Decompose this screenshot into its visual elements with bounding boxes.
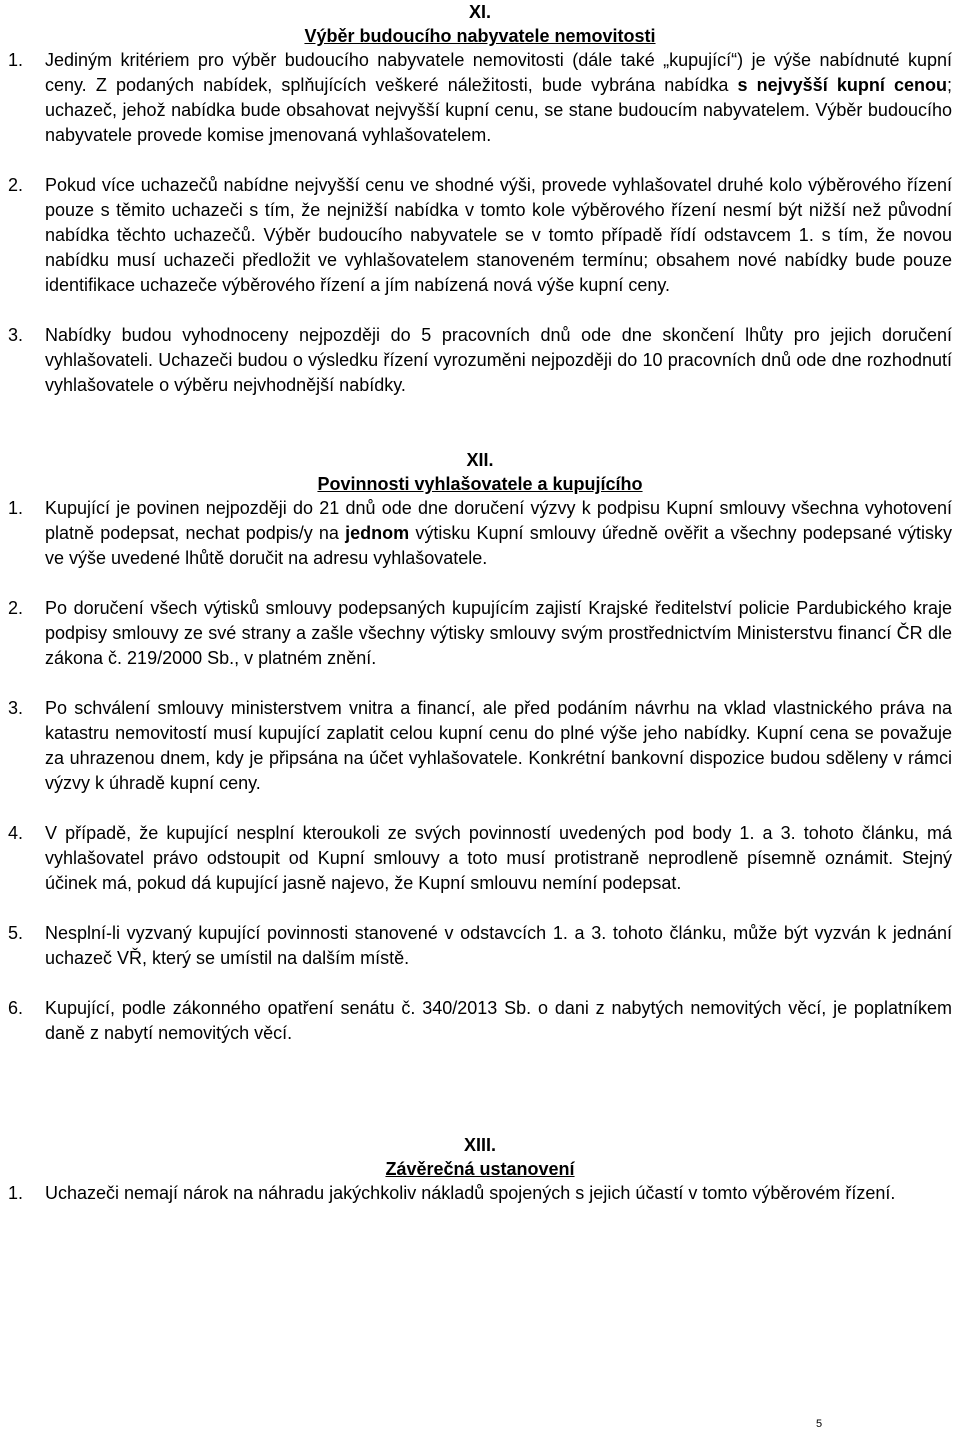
text-segment: výtisku Kupní smlouvy úředně ověřit a všechny podepsané výtisky ve výše uvedené lhůtě doručit na adresu vyhlašovatele. — [45, 523, 953, 568]
paragraph-text: Pokud více uchazečů nabídne nejvyšší cenu ve shodné výši, provede vyhlašovatel druhé kolo výběrového řízení pouze s těmito uchazeči s tím, že nejnižší nabídka v tomto kole výběrového řízení nesmí být nižší než původní nabídka těchto uchazečů. Výběr budoucího nabyvatele se v tomto případě řídí odstavcem 1. s tím, že novou nabídku musí uchazeči předložit ve vyhlašovatelem stanoveném termínu; obsahem nové nabídky bude pouze identifikace uchazeče výběrového řízení a jím nabízená nová výše kupní ceny. — [45, 175, 952, 295]
paragraph — [0, 1181, 960, 1206]
article-number: XIII. — [463, 1135, 496, 1155]
paragraph-number: 4. — [8, 823, 24, 843]
paragraph-number: 1. — [8, 50, 24, 70]
paragraph — [0, 496, 960, 571]
text-segment: Jediným kritériem pro výběr budoucího nabyvatele nemovitosti (dále také „kupující“) je výše nabídnuté kupní ceny. Z podaných nabídek, splňujících veškeré náležitosti, bude vybrána nabídka — [45, 50, 952, 95]
paragraph — [0, 323, 960, 398]
paragraph-text: Kupující, podle zákonného opatření senátu č. 340/2013 Sb. o dani z nabytých nemovitých věcí, je poplatníkem daně z nabytí nemovitých věcí. — [45, 998, 952, 1043]
paragraph — [0, 596, 960, 671]
article-number: XI. — [468, 2, 491, 22]
paragraph — [0, 996, 960, 1046]
paragraph-number: 6. — [8, 998, 24, 1018]
page-number: 5 — [816, 1418, 823, 1430]
paragraph-number: 1. — [8, 1183, 24, 1203]
paragraph — [0, 921, 960, 971]
bold-text: s nejvyšší kupní cenou — [737, 75, 947, 95]
paragraph-number: 3. — [8, 698, 24, 718]
paragraph-text: Po doručení všech výtisků smlouvy podepsaných kupujícím zajistí Krajské ředitelství policie Pardubického kraje podpisy smlouvy ze své strany a zašle všechny výtisky smlouvy svým prostřednictvím Ministerstvu financí ČR dle zákona č. 219/2000 Sb., v platném znění. — [45, 598, 952, 668]
article-title: Závěrečná ustanovení — [385, 1159, 575, 1179]
paragraph-number: 3. — [8, 325, 24, 345]
paragraph-text — [45, 48, 952, 148]
text-segment: ; uchazeč, jehož nabídka bude obsahovat nejvyšší kupní cenu, se stane budoucím nabyvatelem. Výběr budoucího nabyvatele provede komise jmenovaná vyhlašovatelem. — [45, 75, 952, 145]
paragraph-text: Nesplní-li vyzvaný kupující povinnosti stanovené v odstavcích 1. a 3. tohoto článku, může být vyzván k jednání uchazeč VŘ, který se umístil na dalším místě. — [45, 923, 952, 968]
paragraph-number: 5. — [8, 923, 24, 943]
bold-text: jednom — [345, 523, 410, 543]
paragraph-text — [45, 496, 952, 571]
article-number: XII. — [466, 450, 494, 470]
paragraph-text: Uchazeči nemají nárok na náhradu jakýchkoliv nákladů spojených s jejich účastí v tomto výběrovém řízení. — [45, 1183, 896, 1203]
paragraph — [0, 173, 960, 298]
article-title: Výběr budoucího nabyvatele nemovitosti — [304, 26, 656, 46]
paragraph-text: Nabídky budou vyhodnoceny nejpozději do 5 pracovních dnů ode dne skončení lhůty pro jejich doručení vyhlašovateli. Uchazeči budou o výsledku řízení vyrozuměni nejpozději do 10 pracovních dnů ode dne rozhodnutí vyhlašovatele o výběru nejvhodnější nabídky. — [45, 325, 952, 395]
paragraph — [0, 696, 960, 796]
paragraph-number: 2. — [8, 598, 24, 618]
paragraph-text: V případě, že kupující nesplní kteroukoli ze svých povinností uvedených pod body 1. a 3. tohoto článku, má vyhlašovatel právo odstoupit od Kupní smlouvy a toto musí protistraně neprodleně písemně oznámit. Stejný účinek má, pokud dá kupující jasně najevo, že Kupní smlouvu nemíní podepsat. — [45, 823, 952, 893]
paragraph-number: 1. — [8, 498, 24, 518]
article-title: Povinnosti vyhlašovatele a kupujícího — [317, 474, 643, 494]
paragraph — [0, 48, 960, 148]
paragraph — [0, 821, 960, 896]
paragraph-text: Po schválení smlouvy ministerstvem vnitra a financí, ale před podáním návrhu na vklad vlastnického práva na katastru nemovitostí musí kupující zaplatit celou kupní cenu do plné výše jeho nabídky. Kupní cena se považuje za uhrazenou dnem, kdy je připsána na účet vyhlašovatele. Konkrétní bankovní dispozice budou sděleny v rámci výzvy k úhradě kupní ceny. — [45, 698, 952, 793]
paragraph-number: 2. — [8, 175, 24, 195]
text-segment: Kupující je povinen nejpozději do 21 dnů ode dne doručení výzvy k podpisu Kupní smlouvy všechna vyhotovení platně podepsat, nechat podpis/y na — [45, 498, 952, 543]
